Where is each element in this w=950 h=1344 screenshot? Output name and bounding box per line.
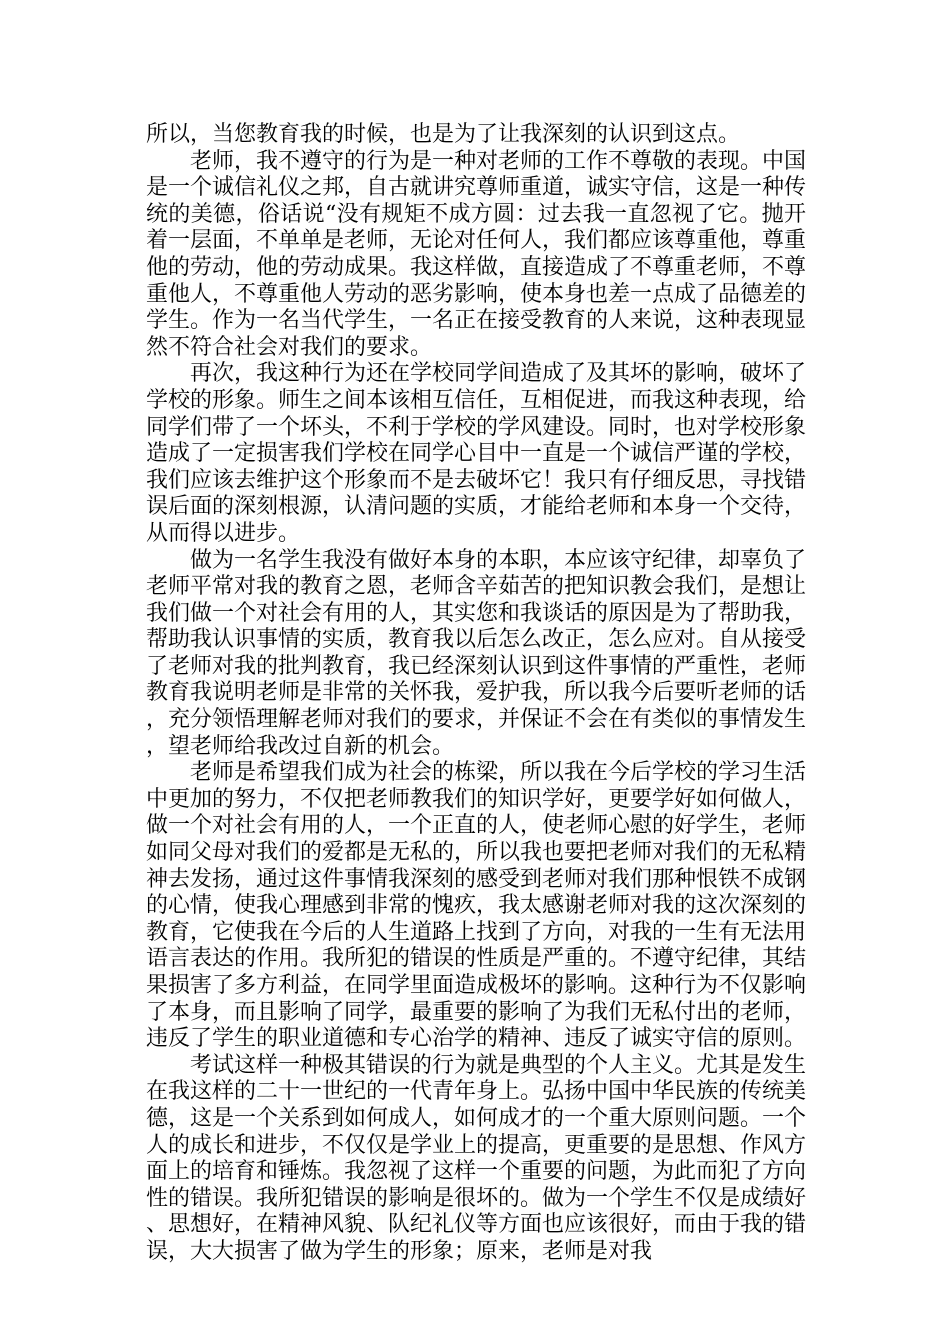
paragraph-6: 考试这样一种极其错误的行为就是典型的个人主义。尤其是发生在我这样的二十一世纪的一代青年身上。弘扬中国中华民族的传统美德，这是一个关系到如何成人，如何成才的一个重大原则问题。一个人的成长和进步，不仅仅是学业上的提高，更重要的是思想、作风方面上的培育和锤炼。我忽视了这样一个重要的问题，为此而犯了方向性的错误。我所犯错误的影响是很坏的。做为一个学生不仅是成绩好、思想好，在精神风貌、队纪礼仪等方面也应该很好，而由于我的错误，大大损害了做为学生的形象；原来，老师是对我 xyxy=(146,1052,807,1264)
paragraph-3: 再次，我这种行为还在学校同学间造成了及其坏的影响，破坏了学校的形象。师生之间本该相互信任，互相促进，而我这种表现，给同学们带了一个坏头，不利于学校的学风建设。同时，也对学校形象造成了一定损害我们学校在同学心目中一直是一个诚信严谨的学校，我们应该去维护这个形象而不是去破坏它！我只有仔细反思，寻找错误后面的深刻根源，认清问题的实质，才能给老师和本身一个交待，从而得以进步。 xyxy=(146,361,807,546)
document-page xyxy=(146,122,806,1266)
paragraph-5: 老师是希望我们成为社会的栋梁，所以我在今后学校的学习生活中更加的努力，不仅把老师教我们的知识学好，更要学好如何做人，做一个对社会有用的人，一个正直的人，使老师心慰的好学生，老师如同父母对我们的爱都是无私的，所以我也要把老师对我们的无私精神去发扬，通过这件事情我深刻的感受到老师对我们那种恨铁不成钢的心情，使我心理感到非常的愧疚，我太感谢老师对我的这次深刻的教育，它使我在今后的人生道路上找到了方向，对我的一生有无法用语言表达的作用。我所犯的错误的性质是严重的。不遵守纪律，其结果损害了多方利益，在同学里面造成极坏的影响。这种行为不仅影响了本身，而且影响了同学，最重要的影响了为我们无私付出的老师，违反了学生的职业道德和专心治学的精神、违反了诚实守信的原则。 xyxy=(146,760,807,1052)
paragraph-2: 老师，我不遵守的行为是一种对老师的工作不尊敬的表现。中国是一个诚信礼仪之邦，自古就讲究尊师重道，诚实守信，这是一种传统的美德，俗话说“没有规矩不成方圆：过去我一直忽视了它。抛开着一层面，不单单是老师，无论对任何人，我们都应该尊重他，尊重他的劳动，他的劳动成果。我这样做，直接造成了不尊重老师，不尊重他人，不尊重他人劳动的恶劣影响，使本身也差一点成了品德差的学生。作为一名当代学生，一名正在接受教育的人来说，这种表现显然不符合社会对我们的要求。 xyxy=(146,148,807,360)
paragraph-4: 做为一名学生我没有做好本身的本职，本应该守纪律，却辜负了老师平常对我的教育之恩，老师含辛茹苦的把知识教会我们，是想让我们做一个对社会有用的人，其实您和我谈话的原因是为了帮助我，帮助我认识事情的实质，教育我以后怎么改正，怎么应对。自从接受了老师对我的批判教育，我已经深刻认识到这件事情的严重性，老师教育我说明老师是非常的关怀我，爱护我，所以我今后要听老师的话，充分领悟理解老师对我们的要求，并保证不会在有类似的事情发生，望老师给我改过自新的机会。 xyxy=(146,547,807,759)
paragraph-1: 所以，当您教育我的时候，也是为了让我深刻的认识到这点。 xyxy=(146,122,741,147)
